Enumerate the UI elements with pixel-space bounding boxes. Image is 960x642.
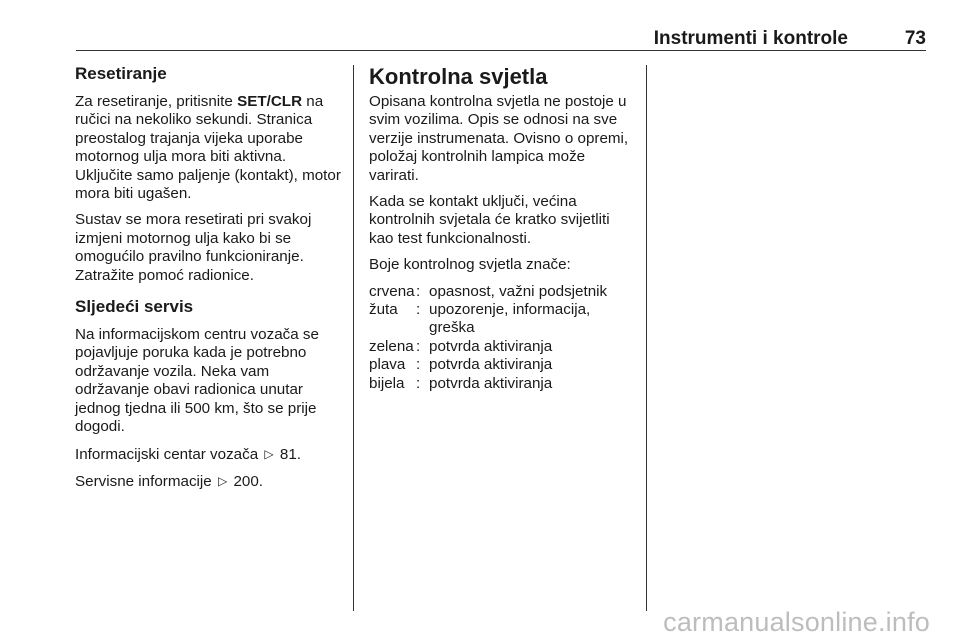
next-service-heading: Sljedeći servis (75, 297, 194, 317)
column-divider (646, 65, 647, 611)
set-clr-button-label: SET/CLR (237, 93, 303, 110)
watermark: carmanualsonline.info (663, 607, 930, 637)
reference-service-info: Servisne informacije ▷ 200. (75, 472, 264, 490)
page-link-81[interactable]: 81. (279, 445, 301, 463)
reset-paragraph-2: Sustav se mora resetirati pri svakoj izmjeni motornog ulja kako bi se omogućilo pravilno funkcioniranje. Zatražite pomoć radionice. (75, 211, 312, 284)
list-item: bijela : potvrda aktiviranja (369, 374, 553, 392)
list-item: plava : potvrda aktiviranja (369, 356, 553, 374)
page-title: Instrumenti i kontrole (653, 28, 848, 49)
column-middle (369, 64, 637, 393)
warning-lights-paragraph-1: Opisana kontrolna svjetla ne postoje u svim vozilima. Opis se odnosi na sve verzije instrumenata. Ovisno o opremi, položaj kontrolnih lampica može varirati. (369, 93, 629, 184)
reference-driver-info-center: Informacijski centar vozača ▷ 81. (75, 445, 301, 463)
next-service-paragraph: Na informacijskom centru vozača se pojavljuje poruka kada je potrebno održavanje vozila. Neka vam održavanje obavi radionica unutar jednog tjedna ili 500 km, što se prije dogodi. (75, 326, 319, 436)
reset-paragraph-1: Za resetiranje, pritisnite SET/CLR na ručici na nekoliko sekundi. Stranica preostalog trajanja vijeka uporabe motornog ulja mora biti aktivna. Uključite samo paljenje (kontakt), motor mora biti ugašen. (75, 93, 341, 203)
warning-lights-heading: Kontrolna svjetla (369, 64, 548, 89)
triangle-right-icon: ▷ (217, 473, 228, 488)
warning-lights-paragraph-2: Kada se kontakt uključi, većina kontrolnih svjetala će kratko svijetliti kao test funkcionalnosti. (369, 193, 610, 247)
page-number: 73 (904, 28, 926, 49)
list-item: zelena : potvrda aktiviranja (369, 337, 553, 355)
list-item: žuta : upozorenje, informacija, greška (369, 301, 591, 337)
column-divider (353, 65, 354, 611)
reset-heading: Resetiranje (75, 64, 167, 83)
column-left (75, 64, 345, 499)
page-header (76, 26, 926, 50)
page-link-200[interactable]: 200. (233, 472, 264, 490)
header-rule (76, 50, 926, 51)
list-item: crvena : opasnost, važni podsjetnik (369, 282, 608, 300)
warning-lights-paragraph-3: Boje kontrolnog svjetla znače: (369, 256, 571, 274)
triangle-right-icon: ▷ (264, 446, 274, 461)
color-meaning-list (369, 283, 637, 393)
